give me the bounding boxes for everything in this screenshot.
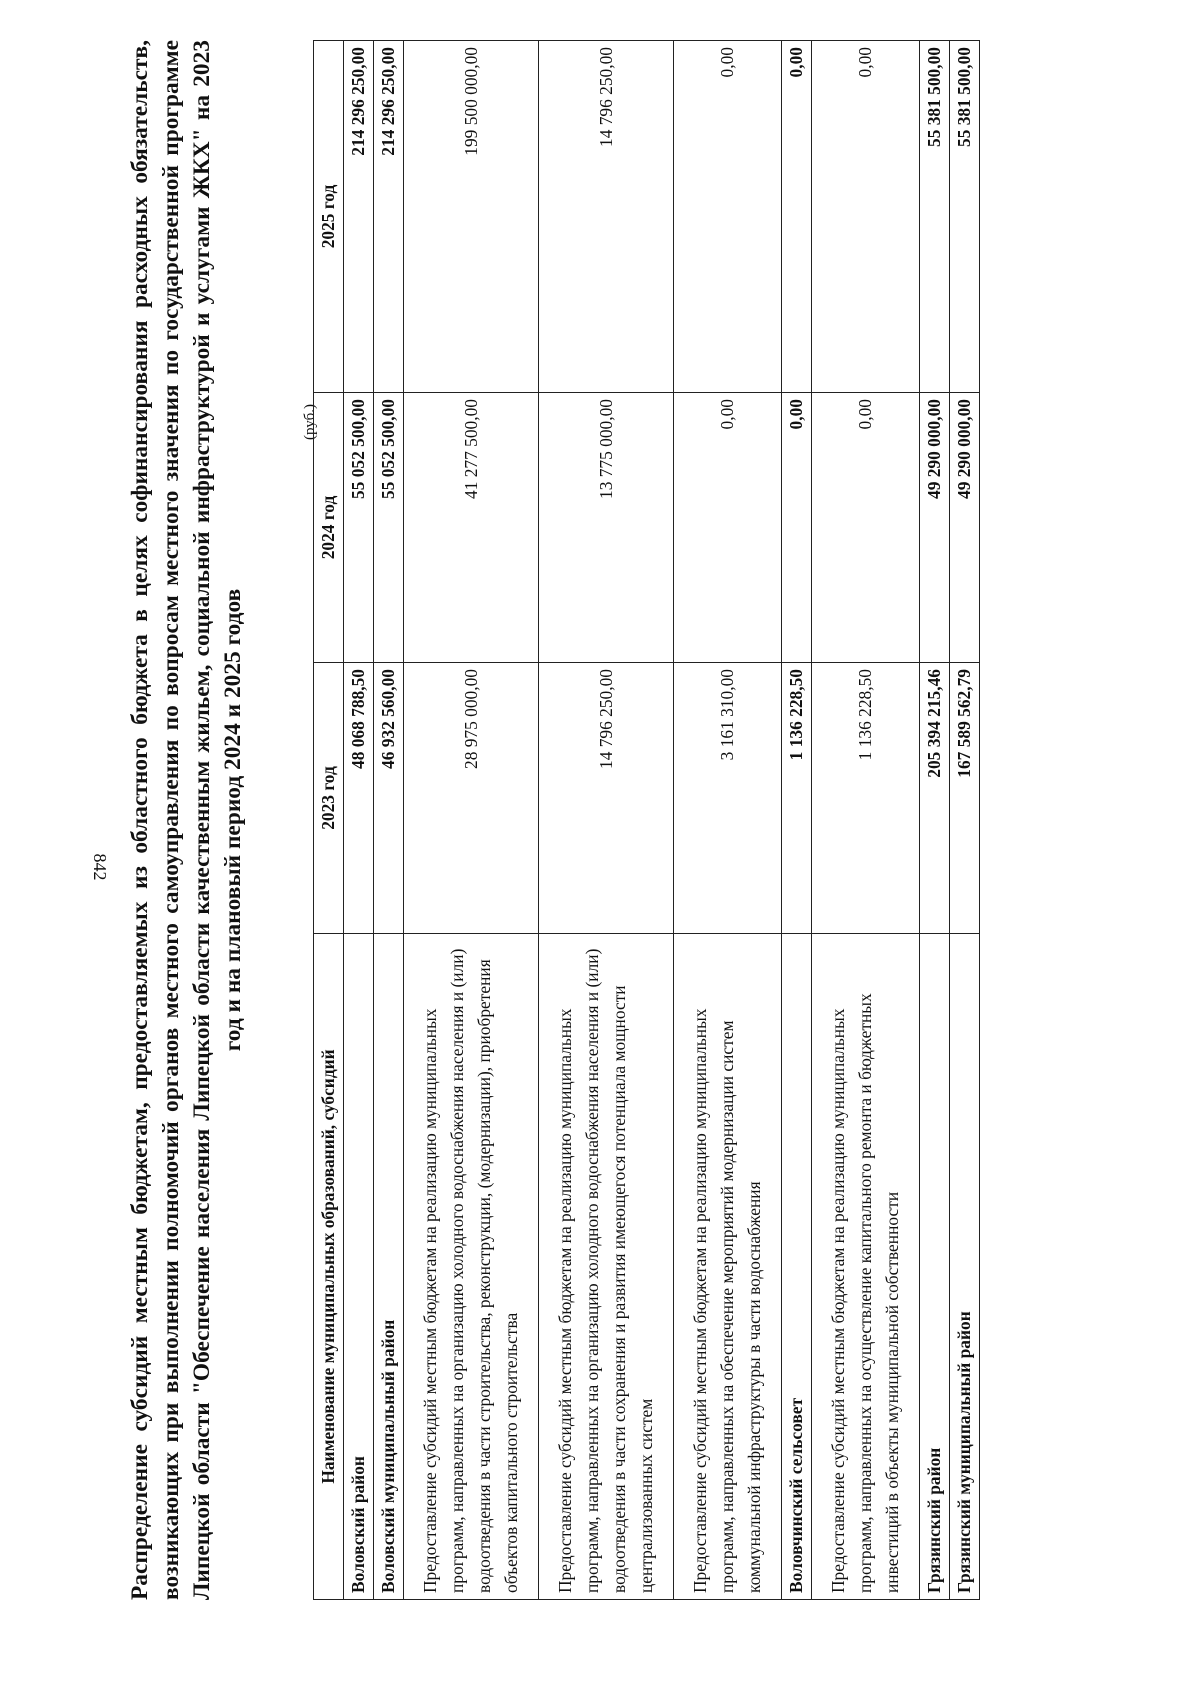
row-2024: 0,00 xyxy=(782,393,812,663)
document-title: Распределение субсидий местным бюджетам, предоставляемых из областного бюджета в целях софинансирования расходных обязательств, возникающих при выполнении полномочий органов местного самоуправления по вопросам местного значения по государственной программе Липецкой области "Обеспечение населения Липецкой области качественным жильем, социальной инфраструктурой и услугами ЖКХ" на 2023 год и на плановый период 2024 и 2025 годов xyxy=(127,40,246,1600)
header-2025: 2025 год xyxy=(314,41,344,393)
row-2024: 0,00 xyxy=(674,393,782,663)
row-2024: 49 290 000,00 xyxy=(920,393,950,663)
table-row xyxy=(344,41,374,1600)
rotated-page-content xyxy=(125,40,1080,1600)
row-name: Грязинский район xyxy=(920,934,950,1600)
table-header-row xyxy=(314,41,344,1600)
row-name: Воловчинский сельсовет xyxy=(782,934,812,1600)
row-name: Предоставление субсидий местным бюджетам на реализацию муниципальных программ, направленных на организацию холодного водоснабжения населения и (или) водоотведения в части сохранения и развития имеющегося потенциала мощности централизованных систем xyxy=(539,934,674,1600)
row-2025: 55 381 500,00 xyxy=(950,41,980,393)
row-2023: 205 394 215,46 xyxy=(920,663,950,934)
row-2023: 14 796 250,00 xyxy=(539,663,674,934)
header-2023: 2023 год xyxy=(314,663,344,934)
table-row xyxy=(920,41,950,1600)
row-2023: 28 975 000,00 xyxy=(404,663,539,934)
row-name: Воловский муниципальный район xyxy=(374,934,404,1600)
row-name: Предоставление субсидий местным бюджетам на реализацию муниципальных программ, направленных на обеспечение мероприятий модернизации систем коммунальной инфраструктуры в части водоснабжения xyxy=(674,934,782,1600)
row-2025: 14 796 250,00 xyxy=(539,41,674,393)
row-2024: 0,00 xyxy=(812,393,920,663)
row-2025: 214 296 250,00 xyxy=(374,41,404,393)
row-2025: 0,00 xyxy=(674,41,782,393)
table-row xyxy=(674,41,782,1600)
row-name: Предоставление субсидий местным бюджетам на реализацию муниципальных программ, направленных на осуществление капитального ремонта и бюджетных инвестиций в объекты муниципальной собственности xyxy=(812,934,920,1600)
row-name: Предоставление субсидий местным бюджетам на реализацию муниципальных программ, направленных на организацию холодного водоснабжения населения и (или) водоотведения в части строительства, реконструкции, (модернизации), приобретения объектов капитального строительства xyxy=(404,934,539,1600)
table-row xyxy=(782,41,812,1600)
row-2023: 48 068 788,50 xyxy=(344,663,374,934)
header-name: Наименование муниципальных образований, субсидий xyxy=(314,934,344,1600)
table-row xyxy=(404,41,539,1600)
row-2024: 55 052 500,00 xyxy=(344,393,374,663)
row-2024: 13 775 000,00 xyxy=(539,393,674,663)
row-2023: 167 589 562,79 xyxy=(950,663,980,934)
row-2025: 55 381 500,00 xyxy=(920,41,950,393)
row-2024: 41 277 500,00 xyxy=(404,393,539,663)
row-2025: 214 296 250,00 xyxy=(344,41,374,393)
row-2023: 3 161 310,00 xyxy=(674,663,782,934)
row-2023: 1 136 228,50 xyxy=(782,663,812,934)
row-2024: 55 052 500,00 xyxy=(374,393,404,663)
row-2025: 0,00 xyxy=(812,41,920,393)
table-row xyxy=(539,41,674,1600)
row-name: Воловский район xyxy=(344,934,374,1600)
unit-note: (руб.) xyxy=(302,404,318,440)
table-row xyxy=(950,41,980,1600)
row-2025: 199 500 000,00 xyxy=(404,41,539,393)
header-2024: 2024 год xyxy=(314,393,344,663)
table-row xyxy=(812,41,920,1600)
row-name: Грязинский муниципальный район xyxy=(950,934,980,1600)
row-2025: 0,00 xyxy=(782,41,812,393)
row-2023: 46 932 560,00 xyxy=(374,663,404,934)
page-number: 842 xyxy=(90,853,110,881)
table-row xyxy=(374,41,404,1600)
row-2024: 49 290 000,00 xyxy=(950,393,980,663)
row-2023: 1 136 228,50 xyxy=(812,663,920,934)
subsidy-table xyxy=(313,40,980,1600)
